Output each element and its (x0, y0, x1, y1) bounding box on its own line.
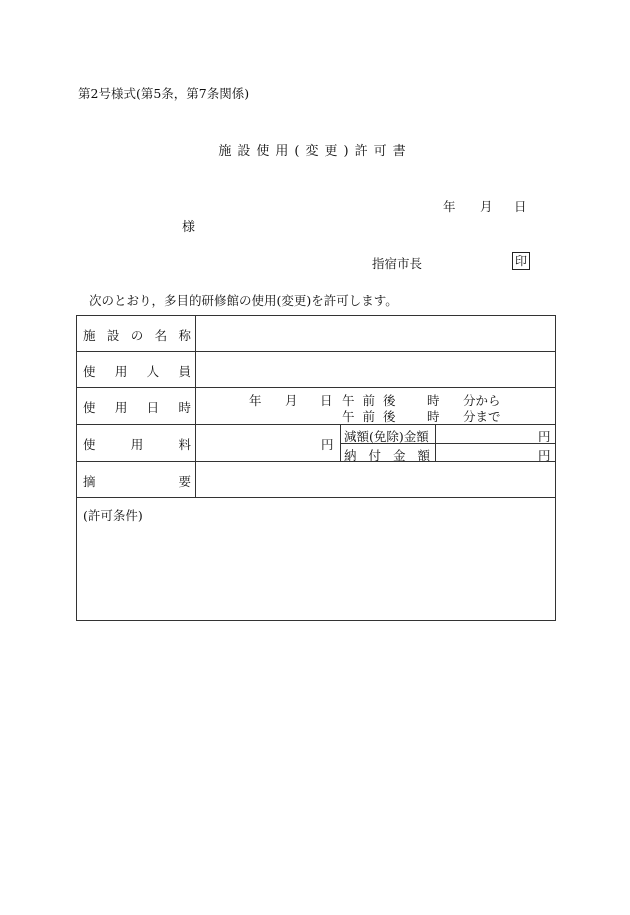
form-number: 第2号様式(第5条，第7条関係) (78, 86, 250, 101)
permit-table (76, 315, 556, 621)
intro-text: 次のとおり，多目的研修館の使用(変更)を許可します。 (89, 293, 398, 308)
label-char: 用 (114, 364, 128, 379)
label-char: 金 (392, 448, 406, 463)
datetime-year: 年 (249, 393, 262, 408)
issuer-name: 指宿市長 (372, 256, 423, 271)
start-minute-suffix: 分から (463, 393, 501, 408)
label-char: 時 (178, 400, 191, 415)
label-char: 使 (83, 437, 96, 452)
facility-name-label (83, 326, 191, 344)
addressee-honorific: 様 (182, 220, 196, 235)
datetime-day: 日 (320, 393, 333, 408)
users-label (83, 362, 191, 380)
document-title: 施設使用(変更)許可書 (218, 144, 412, 159)
label-char: 付 (368, 448, 381, 463)
issue-date-month: 月 (480, 199, 493, 214)
fee-label (83, 435, 191, 453)
label-char: 用 (130, 437, 144, 452)
label-char: 額 (417, 448, 430, 463)
label-char: 使 (83, 364, 96, 379)
issue-date-year: 年 (443, 199, 456, 214)
label-char: 要 (178, 474, 191, 489)
reduction-unit: 円 (538, 429, 551, 444)
label-char: 設 (106, 328, 120, 343)
payment-label (344, 446, 430, 464)
fee-unit: 円 (321, 437, 334, 452)
label-char: 施 (83, 328, 96, 343)
start-ampm: 午 前 後 (342, 393, 398, 408)
label-char: 摘 (83, 474, 96, 489)
label-char: 称 (178, 328, 191, 343)
label-char: の (130, 328, 144, 343)
reduction-label: 減額(免除)金額 (344, 429, 429, 444)
end-minute-suffix: 分まで (463, 409, 501, 424)
datetime-label (83, 398, 191, 416)
row-divider (77, 351, 555, 352)
issue-date-day: 日 (514, 199, 527, 214)
label-column-divider (195, 316, 196, 497)
label-char: 名 (154, 328, 168, 343)
label-char: 料 (178, 437, 191, 452)
end-hour: 時 (427, 409, 440, 424)
start-hour: 時 (427, 393, 440, 408)
row-divider (77, 461, 555, 462)
payment-unit: 円 (538, 448, 551, 463)
label-char: 納 (344, 448, 357, 463)
permit-conditions-label: (許可条件) (83, 508, 143, 523)
seal-mark: 印 (512, 252, 530, 270)
label-char: 用 (114, 400, 128, 415)
label-char: 使 (83, 400, 96, 415)
label-char: 員 (178, 364, 191, 379)
datetime-month: 月 (285, 393, 298, 408)
summary-label (83, 472, 191, 490)
row-divider (77, 387, 555, 388)
label-char: 人 (146, 364, 160, 379)
row-divider (77, 497, 555, 498)
fee-amount-divider (435, 424, 436, 461)
end-ampm: 午 前 後 (342, 409, 398, 424)
label-char: 日 (146, 400, 160, 415)
fee-column-divider (340, 424, 341, 461)
